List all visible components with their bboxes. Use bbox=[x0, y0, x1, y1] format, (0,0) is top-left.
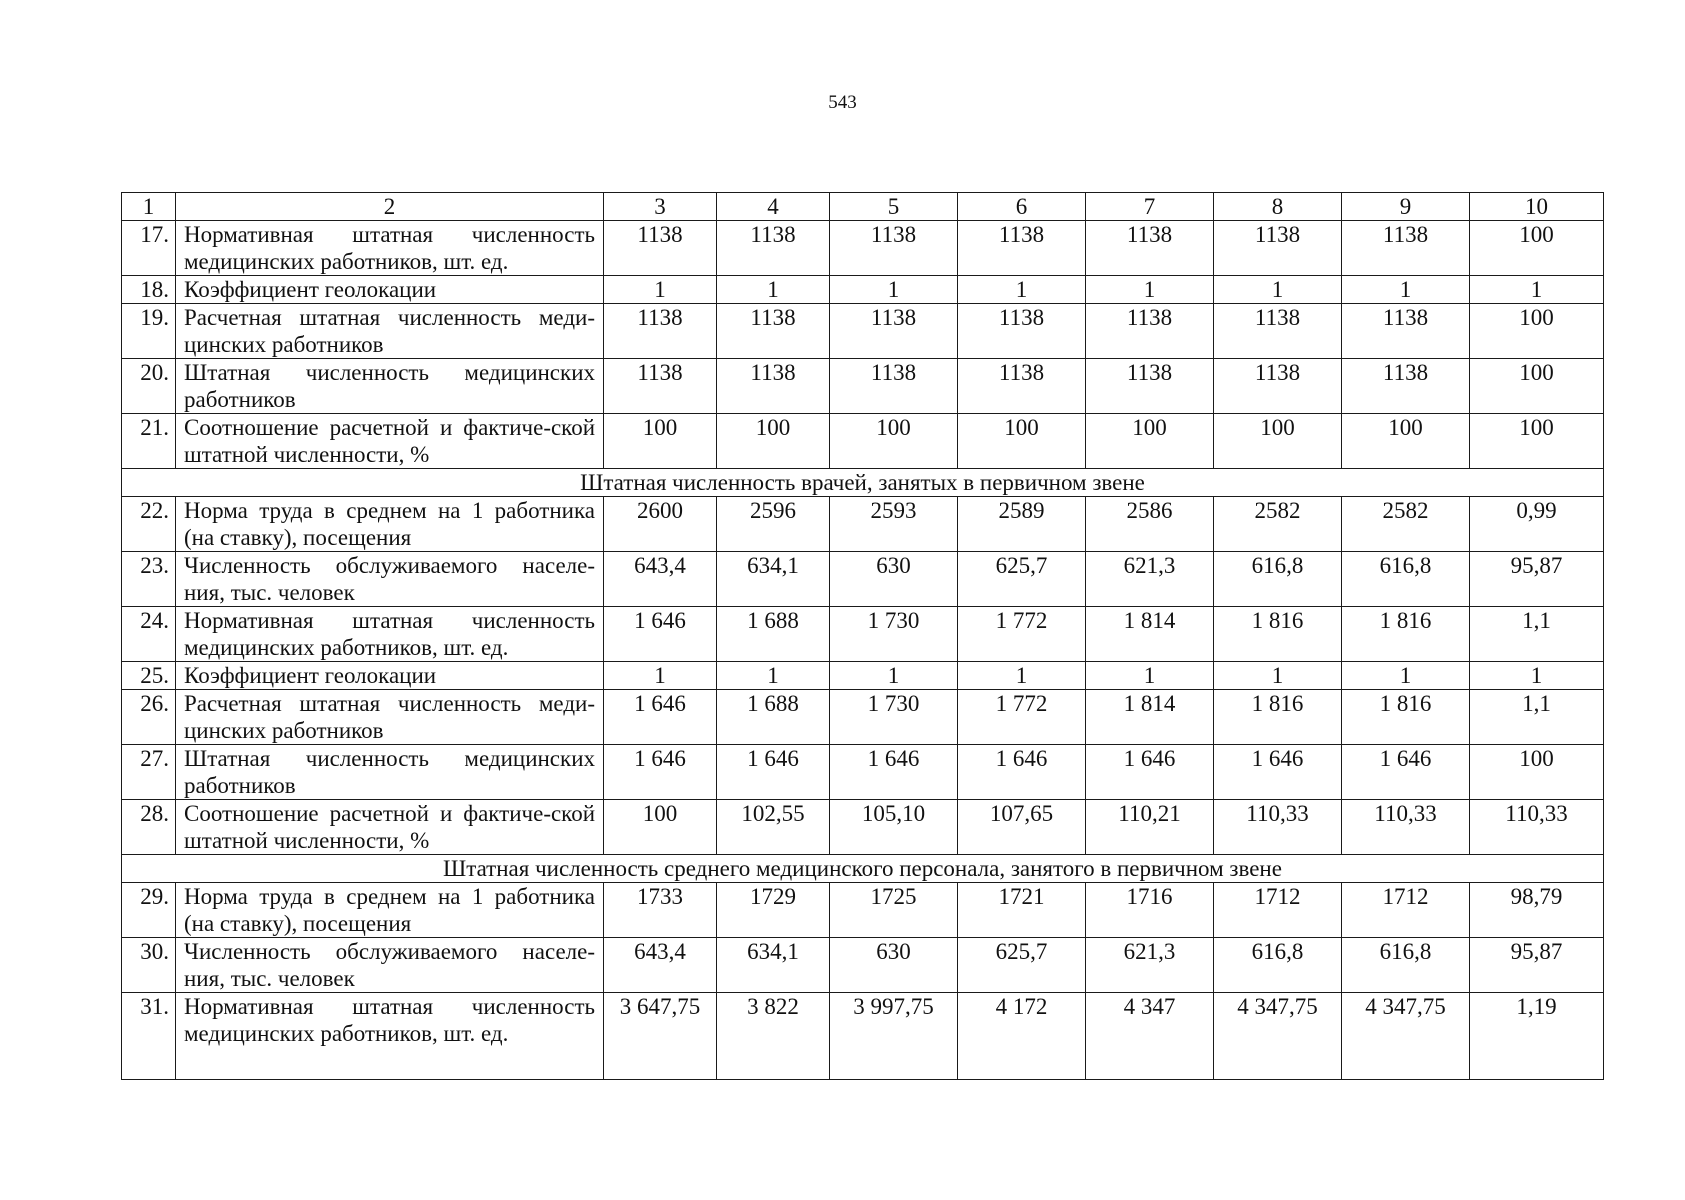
value-cell-col5: 1 bbox=[830, 662, 958, 690]
value-cell-col3: 1138 bbox=[604, 359, 717, 414]
header-cell: 7 bbox=[1086, 193, 1214, 221]
value-cell-col6: 1 bbox=[958, 276, 1086, 304]
value-cell-col6: 2589 bbox=[958, 497, 1086, 552]
value-cell-col9: 616,8 bbox=[1342, 552, 1470, 607]
section-title: Штатная численность среднего медицинского персонала, занятого в первичном звене bbox=[122, 855, 1604, 883]
value-cell-col7: 1138 bbox=[1086, 304, 1214, 359]
value-cell-col5: 1 bbox=[830, 276, 958, 304]
value-cell-col3: 1 bbox=[604, 662, 717, 690]
indicator-label: Численность обслуживаемого населе-ния, тыс. человек bbox=[176, 938, 604, 993]
value-cell-col5: 1138 bbox=[830, 359, 958, 414]
value-cell-col9: 1 bbox=[1342, 662, 1470, 690]
value-cell-col5: 100 bbox=[830, 414, 958, 469]
value-cell-col7: 1716 bbox=[1086, 883, 1214, 938]
value-cell-col8: 1138 bbox=[1214, 221, 1342, 276]
section-title: Штатная численность врачей, занятых в первичном звене bbox=[122, 469, 1604, 497]
value-cell-col9: 1 816 bbox=[1342, 607, 1470, 662]
value-cell-col10: 0,99 bbox=[1470, 497, 1604, 552]
indicator-label: Расчетная штатная численность меди-цинских работников bbox=[176, 304, 604, 359]
value-cell-col4: 100 bbox=[717, 414, 830, 469]
table-row bbox=[122, 414, 1604, 469]
value-cell-col3: 1138 bbox=[604, 304, 717, 359]
value-cell-col4: 3 822 bbox=[717, 993, 830, 1080]
value-cell-col8: 1 bbox=[1214, 276, 1342, 304]
indicator-label: Расчетная штатная численность меди-цинских работников bbox=[176, 690, 604, 745]
header-cell: 5 bbox=[830, 193, 958, 221]
value-cell-col6: 1 772 bbox=[958, 690, 1086, 745]
table-row bbox=[122, 304, 1604, 359]
value-cell-col8: 1 816 bbox=[1214, 607, 1342, 662]
value-cell-col8: 4 347,75 bbox=[1214, 993, 1342, 1080]
table-row bbox=[122, 883, 1604, 938]
table-row bbox=[122, 497, 1604, 552]
value-cell-col7: 1 814 bbox=[1086, 607, 1214, 662]
value-cell-col6: 1 bbox=[958, 662, 1086, 690]
value-cell-col3: 1 646 bbox=[604, 690, 717, 745]
row-number: 25. bbox=[122, 662, 176, 690]
value-cell-col7: 621,3 bbox=[1086, 938, 1214, 993]
value-cell-col7: 2586 bbox=[1086, 497, 1214, 552]
value-cell-col5: 1 646 bbox=[830, 745, 958, 800]
value-cell-col7: 1 814 bbox=[1086, 690, 1214, 745]
value-cell-col4: 634,1 bbox=[717, 552, 830, 607]
value-cell-col4: 1 688 bbox=[717, 690, 830, 745]
value-cell-col8: 616,8 bbox=[1214, 938, 1342, 993]
value-cell-col8: 100 bbox=[1214, 414, 1342, 469]
value-cell-col10: 1 bbox=[1470, 276, 1604, 304]
value-cell-col7: 621,3 bbox=[1086, 552, 1214, 607]
indicator-label: Нормативная штатная численность медицинских работников, шт. ед. bbox=[176, 221, 604, 276]
value-cell-col9: 1 646 bbox=[1342, 745, 1470, 800]
value-cell-col10: 95,87 bbox=[1470, 552, 1604, 607]
value-cell-col4: 1 646 bbox=[717, 745, 830, 800]
header-row bbox=[122, 193, 1604, 221]
value-cell-col3: 1733 bbox=[604, 883, 717, 938]
header-cell: 3 bbox=[604, 193, 717, 221]
table-row bbox=[122, 221, 1604, 276]
indicator-label: Норма труда в среднем на 1 работника (на ставку), посещения bbox=[176, 497, 604, 552]
row-number: 19. bbox=[122, 304, 176, 359]
value-cell-col3: 3 647,75 bbox=[604, 993, 717, 1080]
row-number: 29. bbox=[122, 883, 176, 938]
indicator-label: Численность обслуживаемого населе-ния, тыс. человек bbox=[176, 552, 604, 607]
value-cell-col3: 1 646 bbox=[604, 607, 717, 662]
value-cell-col5: 630 bbox=[830, 938, 958, 993]
value-cell-col6: 625,7 bbox=[958, 938, 1086, 993]
header-cell: 6 bbox=[958, 193, 1086, 221]
value-cell-col8: 110,33 bbox=[1214, 800, 1342, 855]
value-cell-col4: 102,55 bbox=[717, 800, 830, 855]
staffing-table bbox=[121, 192, 1604, 1080]
table-row bbox=[122, 993, 1604, 1080]
value-cell-col10: 1,1 bbox=[1470, 607, 1604, 662]
indicator-label: Штатная численность медицинских работников bbox=[176, 745, 604, 800]
value-cell-col5: 1138 bbox=[830, 221, 958, 276]
value-cell-col4: 1138 bbox=[717, 359, 830, 414]
header-cell: 2 bbox=[176, 193, 604, 221]
indicator-label: Коэффициент геолокации bbox=[176, 276, 604, 304]
value-cell-col8: 2582 bbox=[1214, 497, 1342, 552]
value-cell-col9: 1138 bbox=[1342, 359, 1470, 414]
value-cell-col10: 100 bbox=[1470, 221, 1604, 276]
row-number: 21. bbox=[122, 414, 176, 469]
value-cell-col9: 1 bbox=[1342, 276, 1470, 304]
value-cell-col9: 100 bbox=[1342, 414, 1470, 469]
indicator-label: Нормативная штатная численность медицинских работников, шт. ед. bbox=[176, 993, 604, 1080]
value-cell-col6: 100 bbox=[958, 414, 1086, 469]
row-number: 28. bbox=[122, 800, 176, 855]
value-cell-col9: 1 816 bbox=[1342, 690, 1470, 745]
value-cell-col10: 100 bbox=[1470, 359, 1604, 414]
value-cell-col4: 1 bbox=[717, 662, 830, 690]
value-cell-col8: 1 646 bbox=[1214, 745, 1342, 800]
table-row bbox=[122, 276, 1604, 304]
value-cell-col6: 107,65 bbox=[958, 800, 1086, 855]
table-row bbox=[122, 662, 1604, 690]
value-cell-col3: 2600 bbox=[604, 497, 717, 552]
header-cell: 10 bbox=[1470, 193, 1604, 221]
value-cell-col7: 100 bbox=[1086, 414, 1214, 469]
table-row bbox=[122, 938, 1604, 993]
row-number: 26. bbox=[122, 690, 176, 745]
indicator-label: Штатная численность медицинских работников bbox=[176, 359, 604, 414]
table-row bbox=[122, 690, 1604, 745]
page-number: 543 bbox=[828, 92, 857, 113]
value-cell-col8: 616,8 bbox=[1214, 552, 1342, 607]
value-cell-col3: 100 bbox=[604, 414, 717, 469]
value-cell-col5: 2593 bbox=[830, 497, 958, 552]
value-cell-col10: 95,87 bbox=[1470, 938, 1604, 993]
value-cell-col3: 1 bbox=[604, 276, 717, 304]
row-number: 17. bbox=[122, 221, 176, 276]
section-header-row bbox=[122, 855, 1604, 883]
value-cell-col6: 4 172 bbox=[958, 993, 1086, 1080]
value-cell-col5: 3 997,75 bbox=[830, 993, 958, 1080]
value-cell-col6: 1 772 bbox=[958, 607, 1086, 662]
value-cell-col7: 1138 bbox=[1086, 221, 1214, 276]
value-cell-col4: 1 bbox=[717, 276, 830, 304]
row-number: 30. bbox=[122, 938, 176, 993]
value-cell-col10: 1,1 bbox=[1470, 690, 1604, 745]
value-cell-col3: 643,4 bbox=[604, 552, 717, 607]
indicator-label: Соотношение расчетной и фактиче-ской штатной численности, % bbox=[176, 414, 604, 469]
value-cell-col3: 1138 bbox=[604, 221, 717, 276]
header-cell: 4 bbox=[717, 193, 830, 221]
row-number: 24. bbox=[122, 607, 176, 662]
value-cell-col10: 1,19 bbox=[1470, 993, 1604, 1080]
value-cell-col7: 1 646 bbox=[1086, 745, 1214, 800]
section-header-row bbox=[122, 469, 1604, 497]
indicator-label: Нормативная штатная численность медицинских работников, шт. ед. bbox=[176, 607, 604, 662]
value-cell-col8: 1 816 bbox=[1214, 690, 1342, 745]
value-cell-col10: 100 bbox=[1470, 414, 1604, 469]
header-cell: 1 bbox=[122, 193, 176, 221]
value-cell-col10: 110,33 bbox=[1470, 800, 1604, 855]
value-cell-col4: 634,1 bbox=[717, 938, 830, 993]
value-cell-col5: 1 730 bbox=[830, 690, 958, 745]
value-cell-col7: 110,21 bbox=[1086, 800, 1214, 855]
row-number: 20. bbox=[122, 359, 176, 414]
table-row bbox=[122, 359, 1604, 414]
value-cell-col10: 98,79 bbox=[1470, 883, 1604, 938]
value-cell-col8: 1138 bbox=[1214, 359, 1342, 414]
value-cell-col8: 1712 bbox=[1214, 883, 1342, 938]
value-cell-col10: 100 bbox=[1470, 745, 1604, 800]
value-cell-col5: 105,10 bbox=[830, 800, 958, 855]
value-cell-col6: 1 646 bbox=[958, 745, 1086, 800]
value-cell-col7: 1138 bbox=[1086, 359, 1214, 414]
value-cell-col6: 1138 bbox=[958, 304, 1086, 359]
value-cell-col6: 625,7 bbox=[958, 552, 1086, 607]
value-cell-col3: 1 646 bbox=[604, 745, 717, 800]
value-cell-col5: 630 bbox=[830, 552, 958, 607]
value-cell-col8: 1 bbox=[1214, 662, 1342, 690]
value-cell-col9: 4 347,75 bbox=[1342, 993, 1470, 1080]
value-cell-col9: 1138 bbox=[1342, 304, 1470, 359]
row-number: 27. bbox=[122, 745, 176, 800]
row-number: 18. bbox=[122, 276, 176, 304]
value-cell-col9: 2582 bbox=[1342, 497, 1470, 552]
value-cell-col4: 1 688 bbox=[717, 607, 830, 662]
indicator-label: Соотношение расчетной и фактиче-ской штатной численности, % bbox=[176, 800, 604, 855]
row-number: 23. bbox=[122, 552, 176, 607]
value-cell-col6: 1138 bbox=[958, 359, 1086, 414]
value-cell-col9: 110,33 bbox=[1342, 800, 1470, 855]
value-cell-col5: 1725 bbox=[830, 883, 958, 938]
value-cell-col10: 1 bbox=[1470, 662, 1604, 690]
value-cell-col7: 4 347 bbox=[1086, 993, 1214, 1080]
value-cell-col6: 1138 bbox=[958, 221, 1086, 276]
table-row bbox=[122, 745, 1604, 800]
value-cell-col9: 616,8 bbox=[1342, 938, 1470, 993]
value-cell-col5: 1138 bbox=[830, 304, 958, 359]
value-cell-col7: 1 bbox=[1086, 662, 1214, 690]
row-number: 31. bbox=[122, 993, 176, 1080]
table-row bbox=[122, 800, 1604, 855]
value-cell-col9: 1712 bbox=[1342, 883, 1470, 938]
value-cell-col3: 100 bbox=[604, 800, 717, 855]
value-cell-col3: 643,4 bbox=[604, 938, 717, 993]
value-cell-col8: 1138 bbox=[1214, 304, 1342, 359]
value-cell-col9: 1138 bbox=[1342, 221, 1470, 276]
indicator-label: Норма труда в среднем на 1 работника (на ставку), посещения bbox=[176, 883, 604, 938]
value-cell-col7: 1 bbox=[1086, 276, 1214, 304]
header-cell: 8 bbox=[1214, 193, 1342, 221]
table-row bbox=[122, 607, 1604, 662]
value-cell-col5: 1 730 bbox=[830, 607, 958, 662]
value-cell-col4: 1138 bbox=[717, 304, 830, 359]
header-cell: 9 bbox=[1342, 193, 1470, 221]
value-cell-col4: 1138 bbox=[717, 221, 830, 276]
value-cell-col6: 1721 bbox=[958, 883, 1086, 938]
value-cell-col10: 100 bbox=[1470, 304, 1604, 359]
table-row bbox=[122, 552, 1604, 607]
row-number: 22. bbox=[122, 497, 176, 552]
value-cell-col4: 2596 bbox=[717, 497, 830, 552]
indicator-label: Коэффициент геолокации bbox=[176, 662, 604, 690]
value-cell-col4: 1729 bbox=[717, 883, 830, 938]
